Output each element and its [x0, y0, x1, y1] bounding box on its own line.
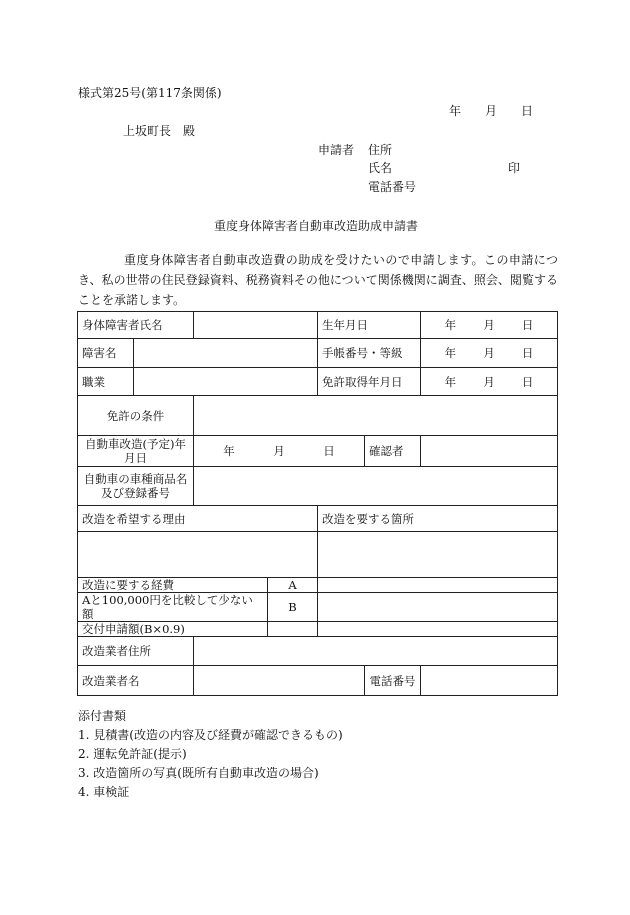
grant-mark-cell [268, 622, 318, 637]
seal-mark: 印 [508, 161, 521, 175]
confirmer-field[interactable] [421, 436, 558, 467]
mark-a: A [268, 578, 318, 593]
attachment-item: 1. 見積書(改造の内容及び経費が確認できるもの) [78, 728, 343, 742]
confirmer-label: 確認者 [365, 436, 421, 467]
birth-date-label: 生年月日 [318, 312, 421, 339]
attachments-heading: 添付書類 [78, 709, 127, 723]
mark-b: B [268, 593, 318, 622]
grant-field[interactable] [318, 622, 558, 637]
disabled-name-field[interactable] [194, 312, 318, 339]
date-month-label: 月 [485, 104, 498, 118]
consent-paragraph: 重度身体障害者自動車改造費の助成を受けたいので申請します。この申請につき、私の世帯の住民登録資料、税務資料その他について関係機関に調査、照会、閲覧することを承諾します。 [78, 253, 558, 307]
handbook-grade-label: 手帳番号・等級 [318, 339, 421, 368]
date-day-label: 日 [521, 104, 534, 118]
cost-label: 改造に要する経費 [78, 578, 268, 593]
parts-label: 改造を要する箇所 [318, 506, 558, 532]
contractor-phone-label: 電話番号 [365, 666, 421, 696]
disability-name-field[interactable] [134, 339, 318, 368]
license-date-label: 免許取得年月日 [318, 368, 421, 396]
compare-field[interactable] [318, 593, 558, 622]
date-year-label: 年 [449, 104, 462, 118]
applicant-label: 申請者 [318, 143, 355, 157]
license-conditions-label: 免許の条件 [78, 396, 194, 436]
reason-label: 改造を希望する理由 [78, 506, 318, 532]
parts-field[interactable] [318, 532, 558, 578]
modification-date-field[interactable]: 年 月 日 [194, 436, 365, 467]
contractor-name-field[interactable] [194, 666, 365, 696]
attachment-item: 4. 車検証 [78, 785, 130, 799]
grant-label: 交付申請額(B×0.9) [78, 622, 268, 637]
occupation-label: 職業 [78, 368, 134, 396]
license-date-field[interactable]: 年 月 日 [421, 368, 558, 396]
cost-field[interactable] [318, 578, 558, 593]
handbook-grade-field[interactable]: 年 月 日 [421, 339, 558, 368]
name-label: 氏名 [368, 161, 393, 175]
contractor-address-field[interactable] [194, 637, 558, 666]
addressee: 上坂町長 殿 [123, 124, 196, 138]
phone-label: 電話番号 [368, 180, 417, 194]
application-table [77, 311, 558, 696]
vehicle-info-field[interactable] [194, 467, 558, 506]
attachment-item: 3. 改造箇所の写真(既所有自動車改造の場合) [78, 766, 319, 780]
contractor-address-label: 改造業者住所 [78, 637, 194, 666]
birth-date-field[interactable]: 年 月 日 [421, 312, 558, 339]
address-label: 住所 [368, 143, 393, 157]
disabled-name-label: 身体障害者氏名 [78, 312, 194, 339]
document-title: 重度身体障害者自動車改造助成申請書 [214, 219, 419, 233]
form-number: 様式第25号(第117条関係) [78, 86, 222, 100]
contractor-phone-field[interactable] [421, 666, 558, 696]
contractor-name-label: 改造業者名 [78, 666, 194, 696]
occupation-field[interactable] [134, 368, 318, 396]
vehicle-info-label: 自動車の車種商品名及び登録番号 [78, 467, 194, 506]
disability-name-label: 障害名 [78, 339, 134, 368]
reason-field[interactable] [78, 532, 318, 578]
compare-label: Aと100,000円を比較して少ない額 [78, 593, 268, 622]
license-conditions-field[interactable] [194, 396, 558, 436]
attachment-item: 2. 運転免許証(提示) [78, 747, 187, 761]
modification-date-label: 自動車改造(予定)年月日 [78, 436, 194, 467]
